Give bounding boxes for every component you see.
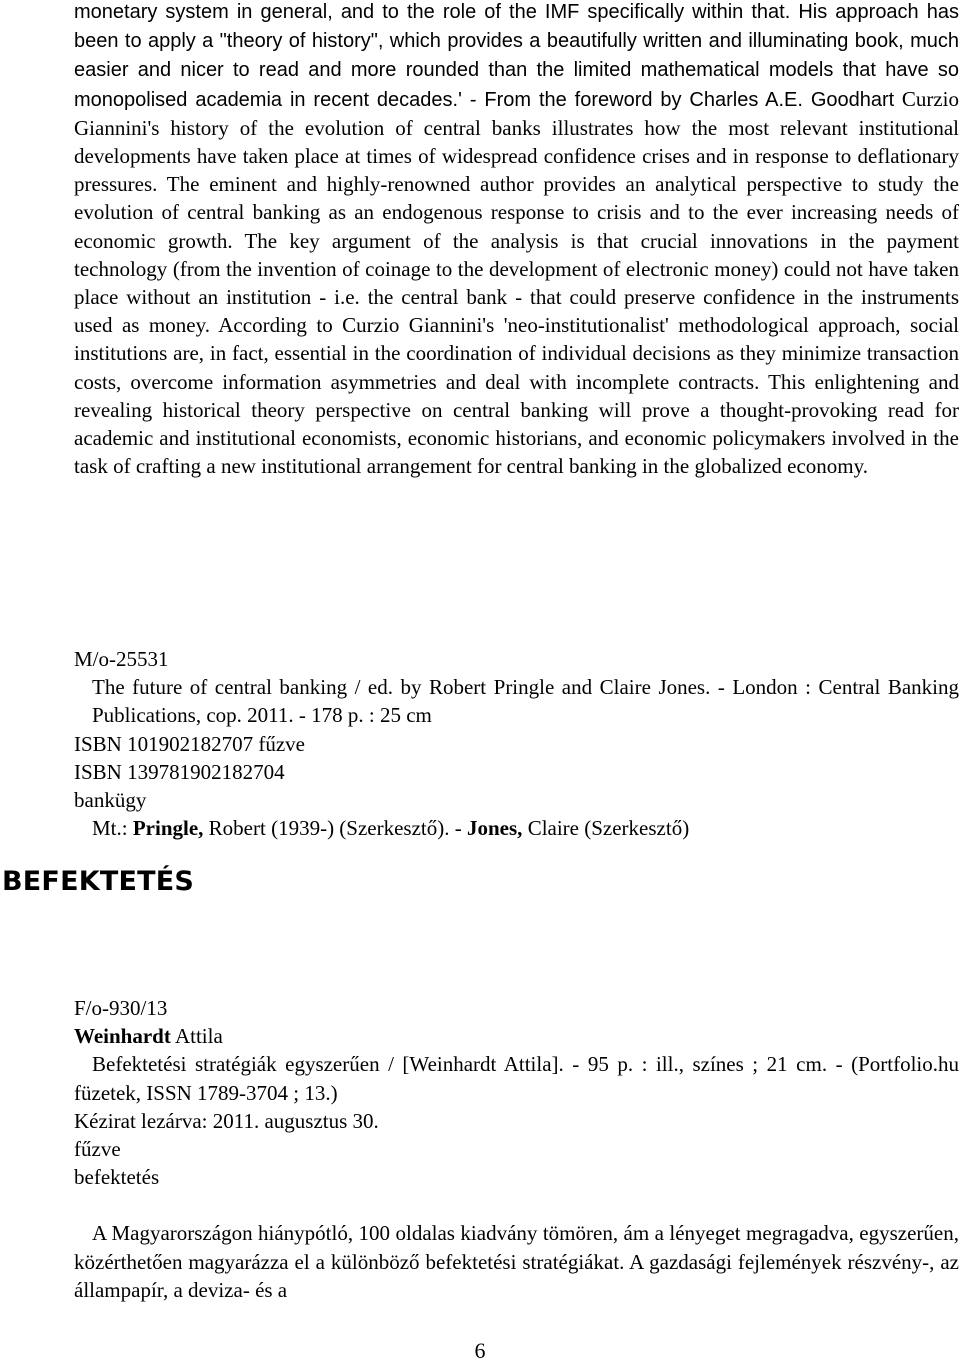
main-author bbox=[74, 1022, 959, 1050]
title-statement: The future of central banking / ed. by Robert Pringle and Claire Jones. - London : Central Banking Publications, cop. 2011. - 178 p. : 25 cm bbox=[92, 675, 959, 728]
isbn-13: ISBN 139781902182704 bbox=[74, 759, 285, 784]
intro-description-text: Curzio Giannini's history of the evolution of central banks illustrates how the most relevant institutional developments have taken place at times of widespread confidence crises and in response to deflationary pressures. The eminent and highly-renowned author provides an analytical perspective to study the evolution of central banking as an endogenous response to crisis and to the ever increasing needs of economic growth. The key argument of the analysis is that crucial innovations in the payment technology (from the invention of coinage to the development of electronic money) could not have taken place without an institution - i.e. the central bank - that could preserve confidence in the instruments used as money. According to Curzio Giannini's 'neo-institutionalist' methodological approach, social institutions are, in fact, essential in the coordination of individual decisions as they minimize transaction costs, overcome information asymmetries and deal with incomplete contracts. This enlightening and revealing historical theory perspective on central banking will prove a thought-provoking read for academic and institutional economists, economic historians, and economic policymakers involved in the task of crafting a new institutional arrangement for central banking in the globalized economy. bbox=[74, 86, 959, 479]
catalog-entry-1 bbox=[74, 645, 959, 842]
intro-paragraph bbox=[74, 0, 959, 480]
author-2-surname: Jones, bbox=[467, 816, 523, 841]
binding: fűzve bbox=[74, 1137, 121, 1162]
added-entries-prefix: Mt.: bbox=[92, 816, 133, 841]
subject-term: banküg​y bbox=[74, 788, 147, 813]
intro-section bbox=[74, 0, 959, 480]
summary-paragraph: A Magyarországon hiánypótló, 100 oldalas kiadvány tömören, ám a lényeget megragadva, egyszerűen, közérthetően magyarázza el a különböző befektetési stratégiákat. A gazdasági fejlemények részvény-, az állampapír, a deviza- és a bbox=[74, 1221, 959, 1302]
page-number: 6 bbox=[474, 1338, 486, 1363]
added-entries bbox=[74, 814, 959, 842]
author-2-rest: Claire (Szerkesztő) bbox=[522, 816, 690, 841]
section-heading: BEFEKTETÉS bbox=[2, 866, 195, 897]
subject-term: befektetés bbox=[74, 1165, 160, 1190]
author-forename: Attila bbox=[170, 1024, 223, 1049]
isbn-10: ISBN 101902182707 fűzve bbox=[74, 731, 305, 756]
call-number: M/o-25531 bbox=[74, 647, 169, 671]
author-1-surname: Pringle, bbox=[132, 816, 204, 841]
intro-quote-text: monetary system in general, and to the role of the IMF specifically within that. His approach has been to apply a "theory of history", which provides a beautifully written and illuminating book, much easier and nicer to read and more rounded than the limited mathematical models that have so monopolised academia in recent decades.' - From the foreword by Charles A.E. Goodhart bbox=[74, 1, 959, 111]
author-1-rest: Robert (1939-) (Szerkesztő). - bbox=[203, 816, 467, 841]
author-surname: Weinhardt bbox=[74, 1024, 171, 1049]
title-statement: Befektetési stratégiák egyszerűen / [Weinhardt Attila]. - 95 p. : ill., színes ; 21 cm. - (Portfolio.hu füzetek, ISSN 1789-3704 ; 13.) bbox=[74, 1052, 959, 1105]
call-number: F/o-930/13 bbox=[74, 996, 168, 1020]
catalog-entry-2 bbox=[74, 994, 959, 1304]
manuscript-note: Kézirat lezárva: 2011. augusztus 30. bbox=[74, 1108, 379, 1133]
